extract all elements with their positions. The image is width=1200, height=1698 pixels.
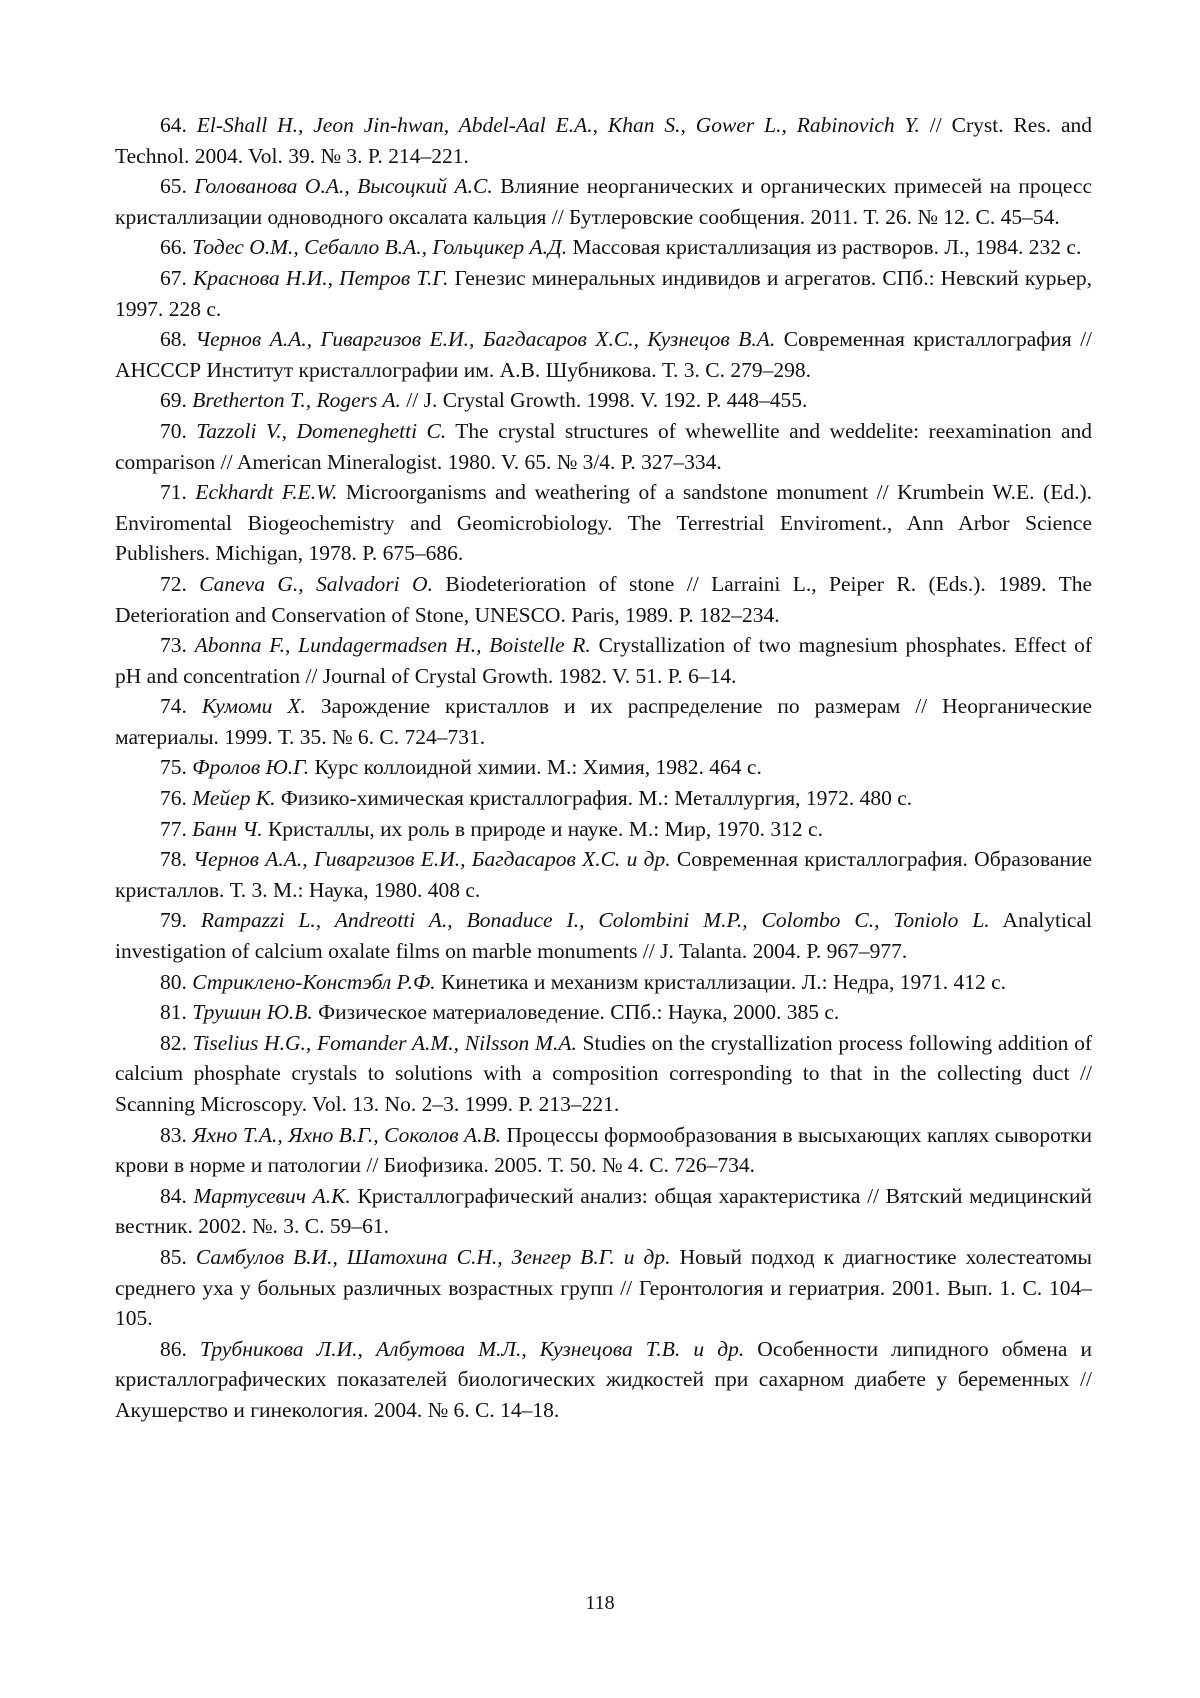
ref-number: 73. — [160, 633, 187, 658]
ref-number: 65. — [160, 174, 187, 199]
reference-72 — [115, 569, 1092, 630]
reference-85 — [115, 1242, 1092, 1334]
reference-80 — [115, 967, 1092, 998]
ref-number: 79. — [160, 908, 187, 933]
reference-73 — [115, 630, 1092, 691]
ref-authors: Трушин Ю.В. — [192, 1000, 313, 1025]
ref-authors: Чернов А.А., Гиваргизов Е.И., Багдасаров Х.С. и др. — [193, 847, 671, 872]
ref-text: Особенности липидного обмена и кристаллографических показателей биологических жидкостей при сахарном диабете у беременных // Акушерство и гинекология. 2004. № 6. С. 14–18. — [115, 1336, 1093, 1422]
ref-number: 75. — [160, 755, 187, 780]
ref-authors: Мартусевич А.К. — [193, 1183, 351, 1208]
reference-79 — [115, 905, 1092, 966]
reference-list — [115, 110, 1092, 1426]
ref-number: 70. — [160, 418, 187, 443]
ref-number: 82. — [160, 1030, 187, 1055]
ref-authors: Rampazzi L., Andreotti A., Bonaduce I., Colombini M.P., Colombo C., Toniolo L. — [200, 908, 990, 933]
ref-authors: El-Shall H., Jeon Jin-hwan, Abdel-Aal E.A., Khan S., Gower L., Rabinovich Y. — [196, 113, 920, 137]
ref-number: 78. — [160, 847, 187, 872]
ref-authors: Самбулов В.И., Шатохина С.Н., Зенгер В.Г. и др. — [195, 1244, 671, 1269]
ref-text: Кристаллографический анализ: общая характеристика // Вятский медицинский вестник. 2002. №. 3. С. 59–61. — [115, 1183, 1092, 1239]
ref-authors: Tazzoli V., Domeneghetti C. — [196, 418, 447, 443]
ref-text: Генезис минеральных индивидов и агрегатов. СПб.: Невский курьер, 1997. 228 с. — [115, 265, 1093, 321]
ref-authors: Краснова Н.И., Петров Т.Г. — [193, 265, 449, 290]
ref-text: Курс коллоидной химии. М.: Химия, 1982. 464 с. — [309, 755, 762, 780]
ref-text: Analytical investigation of calcium oxalate films on marble monuments // J. Talanta. 2004. P. 967–977. — [115, 908, 1092, 964]
ref-text: // J. Crystal Growth. 1998. V. 192. P. 448–455. — [400, 388, 808, 413]
ref-text: Современная кристаллография. Образование кристаллов. Т. 3. М.: Наука, 1980. 408 с. — [115, 847, 1093, 902]
ref-authors: Eckhardt F.E.W. — [195, 480, 338, 505]
ref-authors: Тодес О.М., Себалло В.А., Гольцикер А.Д. — [192, 235, 568, 260]
reference-81 — [115, 997, 1092, 1028]
ref-authors: Стриклено-Констэбл Р.Ф. — [192, 969, 436, 994]
reference-83 — [115, 1120, 1092, 1181]
reference-86 — [115, 1334, 1092, 1426]
reference-74 — [115, 691, 1092, 752]
ref-text: Biodeterioration of stone // Larraini L., Peiper R. (Eds.). 1989. The Deterioration and Conservation of Stone, UNESCO. Paris, 1989. P. 182–234. — [115, 571, 1092, 627]
ref-authors: Bretherton T., Rogers A. — [192, 388, 401, 413]
reference-68 — [115, 324, 1092, 385]
ref-number: 72. — [160, 571, 187, 596]
ref-text: Процессы формообразования в высыхающих каплях сыворотки крови в норме и патологии // Биофизика. 2005. Т. 50. № 4. С. 726–734. — [115, 1122, 1092, 1178]
ref-authors: Трубникова Л.И., Албутова М.Л., Кузнецова Т.В. и др. — [199, 1336, 745, 1361]
ref-authors: Мейер К. — [192, 786, 276, 811]
ref-text: Влияние неорганических и органических примесей на процесс кристаллизации одноводного оксалата кальция // Бутлеровские сообщения. 2011. Т. 26. № 12. С. 45–54. — [115, 174, 1093, 229]
ref-number: 71. — [160, 480, 187, 505]
ref-number: 69. — [160, 388, 187, 413]
ref-authors: Яхно Т.А., Яхно В.Г., Соколов А.В. — [192, 1122, 502, 1147]
ref-authors: Tiselius H.G., Fomander A.M., Nilsson M.A. — [192, 1030, 577, 1055]
reference-64 — [115, 110, 1092, 171]
reference-77 — [115, 814, 1092, 845]
ref-authors: Чернов А.А., Гиваргизов Е.И., Багдасаров Х.С., Кузнецов В.А. — [195, 327, 776, 352]
reference-65 — [115, 171, 1092, 232]
ref-number: 84. — [160, 1183, 187, 1208]
ref-text: Кристаллы, их роль в природе и науке. М.: Мир, 1970. 312 с. — [262, 816, 823, 841]
reference-70 — [115, 416, 1092, 477]
ref-text: Кинетика и механизм кристаллизации. Л.: Недра, 1971. 412 с. — [435, 969, 1007, 994]
reference-71 — [115, 477, 1092, 569]
reference-78 — [115, 844, 1092, 905]
ref-number: 67. — [160, 265, 187, 290]
ref-authors: Фролов Ю.Г. — [192, 755, 310, 780]
reference-69 — [115, 385, 1092, 416]
ref-number: 76. — [160, 786, 187, 811]
ref-number: 77. — [160, 816, 187, 841]
ref-text: The crystal structures of whewellite and weddelite: reexamination and comparison // American Mineralogist. 1980. V. 65. № 3/4. P. 327–334. — [115, 418, 1093, 474]
ref-text: Studies on the crystallization process following addition of calcium phosphate crystals to solutions with a composition corresponding to that in the collecting duct // Scanning Microscopy. Vol. 13. No. 2–3. 1999. P. 213–221. — [115, 1030, 1093, 1116]
ref-text: Зарождение кристаллов и их распределение по размерам // Неорганические материалы. 1999. Т. 35. № 6. С. 724–731. — [115, 694, 1093, 749]
page-number: 118 — [585, 1592, 615, 1614]
ref-text: Современная кристаллография // АНСССР Институт кристаллографии им. А.В. Шубникова. Т. 3. С. 279–298. — [115, 327, 1093, 382]
ref-text: Физическое материаловедение. СПб.: Наука, 2000. 385 с. — [312, 1000, 840, 1025]
ref-number: 64. — [160, 113, 187, 137]
ref-authors: Голованова О.А., Высоцкий А.С. — [194, 174, 493, 199]
reference-76 — [115, 783, 1092, 814]
reference-67 — [115, 263, 1092, 324]
ref-number: 81. — [160, 1000, 187, 1025]
ref-text: Crystallization of two magnesium phosphates. Effect of pH and concentration // Journal of Crystal Growth. 1982. V. 51. P. 6–14. — [115, 633, 1093, 688]
ref-text: Физико-химическая кристаллография. М.: Металлургия, 1972. 480 с. — [275, 786, 913, 811]
reference-66 — [115, 232, 1092, 263]
ref-authors: Банн Ч. — [192, 816, 263, 841]
reference-84 — [115, 1181, 1092, 1242]
ref-text: Microorganisms and weathering of a sandstone monument // Krumbein W.E. (Ed.). Enviromental Biogeochemistry and Geomicrobiology. The Terrestrial Enviroment., Ann Arbor Science Publishers. Michigan, 1978. P. 675–686. — [115, 480, 1092, 566]
reference-82 — [115, 1028, 1092, 1120]
ref-number: 66. — [160, 235, 187, 260]
ref-number: 83. — [160, 1122, 187, 1147]
ref-number: 68. — [160, 327, 187, 352]
ref-text: Новый подход к диагностике холестеатомы среднего уха у больных различных возрастных групп // Геронтология и гериатрия. 2001. Вып. 1. С. 104–105. — [115, 1244, 1093, 1331]
ref-authors: Abonna F., Lundagermadsen H., Boistelle R. — [194, 633, 591, 658]
reference-75 — [115, 752, 1092, 783]
ref-number: 85. — [160, 1244, 187, 1269]
ref-text: Массовая кристаллизация из растворов. Л., 1984. 232 с. — [567, 235, 1082, 260]
ref-number: 86. — [160, 1336, 187, 1361]
ref-text: // Cryst. Res. and Technol. 2004. Vol. 39. № 3. P. 214–221. — [115, 113, 1092, 168]
ref-number: 74. — [160, 694, 187, 719]
ref-authors: Кумоми Х. — [201, 694, 306, 719]
ref-authors: Caneva G., Salvadori O. — [199, 571, 433, 596]
ref-number: 80. — [160, 969, 187, 994]
